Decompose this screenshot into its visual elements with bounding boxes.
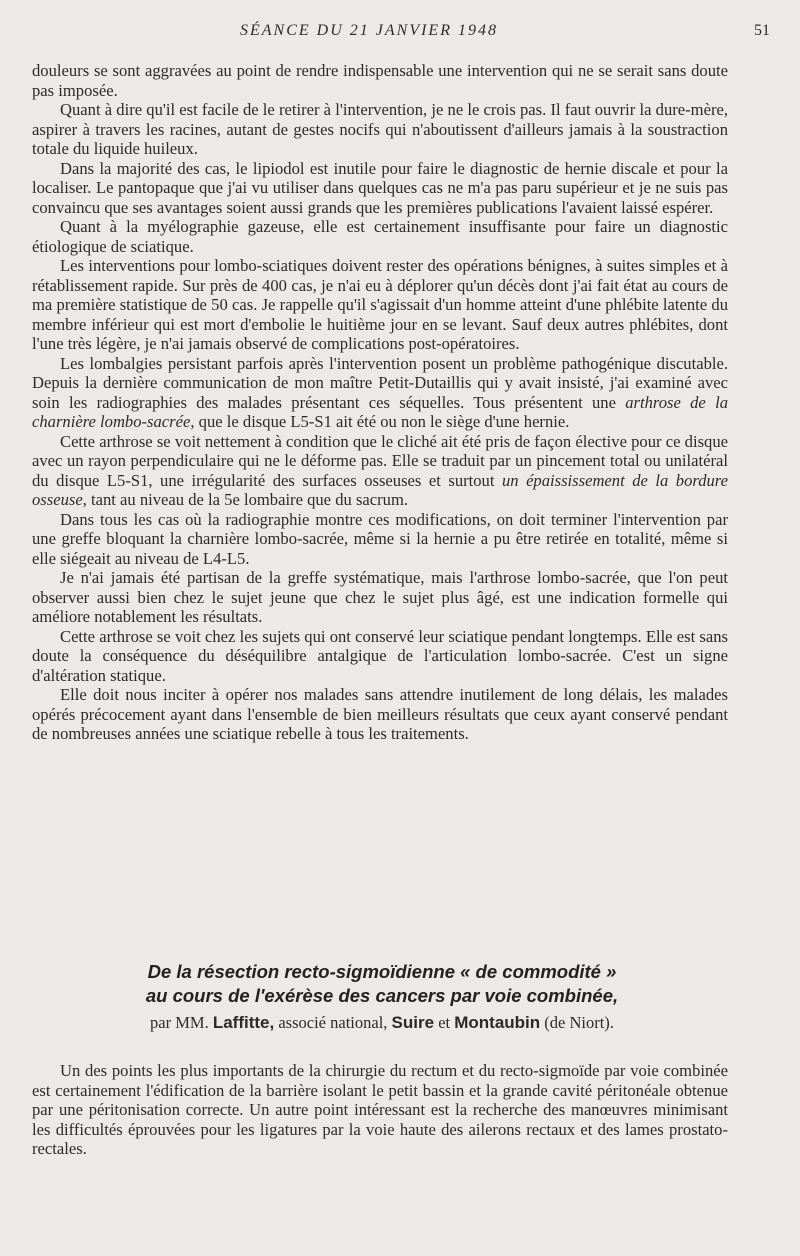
section-title-line: au cours de l'exérèse des cancers par voie combinée, <box>145 985 619 1006</box>
text-run: Les lombalgies persistant parfois après l'intervention posent un problème pathogénique discutable. Depuis la dernière communication de mon maître Petit-Dutaillis qui y avait insisté, j'ai examiné avec soin les radiographies des malades présentant ces séquelles. Tous présentent une <box>32 353 728 412</box>
body-text <box>32 61 728 744</box>
author-name: Montaubin <box>454 1013 541 1032</box>
paragraph <box>32 432 728 510</box>
text-run: , que le disque L5-S1 ait été ou non le siège d'une hernie. <box>190 412 570 431</box>
page-number: 51 <box>754 22 770 39</box>
paragraph: Elle doit nous inciter à opérer nos malades sans attendre inutilement de long délais, les malades opérés précocement ayant dans l'ensemble de bien meilleurs résultats que ceux ayant conservé pendant de nombreuses années une sciatique rebelle à tous les traitements. <box>32 685 728 743</box>
section-body <box>32 1061 728 1159</box>
author-place: (de Niort). <box>544 1013 614 1032</box>
paragraph: Cette arthrose se voit chez les sujets qui ont conservé leur sciatique pendant longtemps. Elle est sans doute la conséquence du déséquilibre antalgique de l'articulation lombo-sacrée. C'est un signe d'altération statique. <box>32 626 728 685</box>
emphasis: un épaississement de la bordure osseuse <box>32 470 729 509</box>
paragraph: Dans tous les cas où la radiographie montre ces modifications, on doit terminer l'intervention par une greffe bloquant la charnière lombo-sacrée, même si la hernie a pu être retirée en totalité, même si elle siégeait au niveau de L4-L5. <box>32 509 728 568</box>
section-title <box>32 960 732 1008</box>
author-role: associé national, <box>278 1013 388 1032</box>
text-run: , tant au niveau de la 5e lombaire que du sacrum. <box>82 490 409 509</box>
author-name: Laffitte, <box>212 1013 275 1032</box>
paragraph <box>32 354 728 432</box>
paragraph: Je n'ai jamais été partisan de la greffe systématique, mais l'arthrose lombo-sacrée, que l'on peut observer aussi bien chez le sujet jeune que chez le sujet plus âgé, est une indication formelle qui améliore notablement les résultats. <box>32 568 728 626</box>
paragraph: Un des points les plus importants de la chirurgie du rectum et du recto-sigmoïde par voie combinée est certainement l'édification de la barrière isolant le petit bassin et la grande cavité péritonéale obtenue par une péritonisation correcte. Un autre point intéressant est la recherche des manœuvres minimisant les difficultés éprouvées pour les ligatures par la voie haute des ailerons rectaux et des lames prostato-rectales. <box>32 1061 728 1158</box>
paragraph: Quant à la myélographie gazeuse, elle est certainement insuffisante pour faire un diagnostic étiologique de sciatique. <box>32 217 728 256</box>
running-title: SÉANCE DU 21 JANVIER 1948 <box>240 22 498 39</box>
emphasis: arthrose de la charnière lombo-sacrée <box>32 392 728 431</box>
text-run: Cette arthrose se voit nettement à condition que le cliché ait été pris de façon élective pour ce disque avec un rayon perpendiculaire qui ne le déforme pas. Elle se traduit par un pincement total ou unilatéral du disque L5-S1, une irrégularité des surfaces osseuses et surtout <box>32 431 728 490</box>
author-name: Suire <box>391 1013 435 1032</box>
author-line <box>32 1013 732 1033</box>
section-title-line: De la résection recto-sigmoïdienne « de commodité » <box>147 961 617 982</box>
paragraph: douleurs se sont aggravées au point de rendre indispensable une intervention qui ne se serait sans doute pas imposée. <box>32 61 728 100</box>
paragraph: Quant à dire qu'il est facile de le retirer à l'intervention, je ne le crois pas. Il faut ouvrir la dure-mère, aspirer à travers les racines, autant de gestes nocifs qui n'aboutissent d'ailleurs jamais à la soustraction totale du liquide huileux. <box>32 100 728 158</box>
running-header <box>32 22 770 44</box>
conjunction: et <box>438 1013 451 1032</box>
paragraph: Les interventions pour lombo-sciatiques doivent rester des opérations bénignes, à suites simples et à rétablissement rapide. Sur près de 400 cas, je n'ai eu à déplorer qu'un décès dont j'ai fait état au cours de ma première statistique de 50 cas. Je rappelle qu'il s'agissait d'un homme atteint d'une phlébite latente du membre inférieur qui est mort d'embolie le huitième jour en se levant. Sauf deux autres phlébites, dont l'une très légère, je n'ai jamais observé de complications post-opératoires. <box>32 256 728 353</box>
authors-prefix: par MM. <box>150 1013 209 1032</box>
paragraph: Dans la majorité des cas, le lipiodol est inutile pour faire le diagnostic de hernie discale et pour la localiser. Le pantopaque que j'ai vu utiliser dans quelques cas ne m'a pas paru supérieur et je ne suis pas convaincu que ses avantages soient aussi grands que les premières publications l'avaient laissé espérer. <box>32 158 728 217</box>
